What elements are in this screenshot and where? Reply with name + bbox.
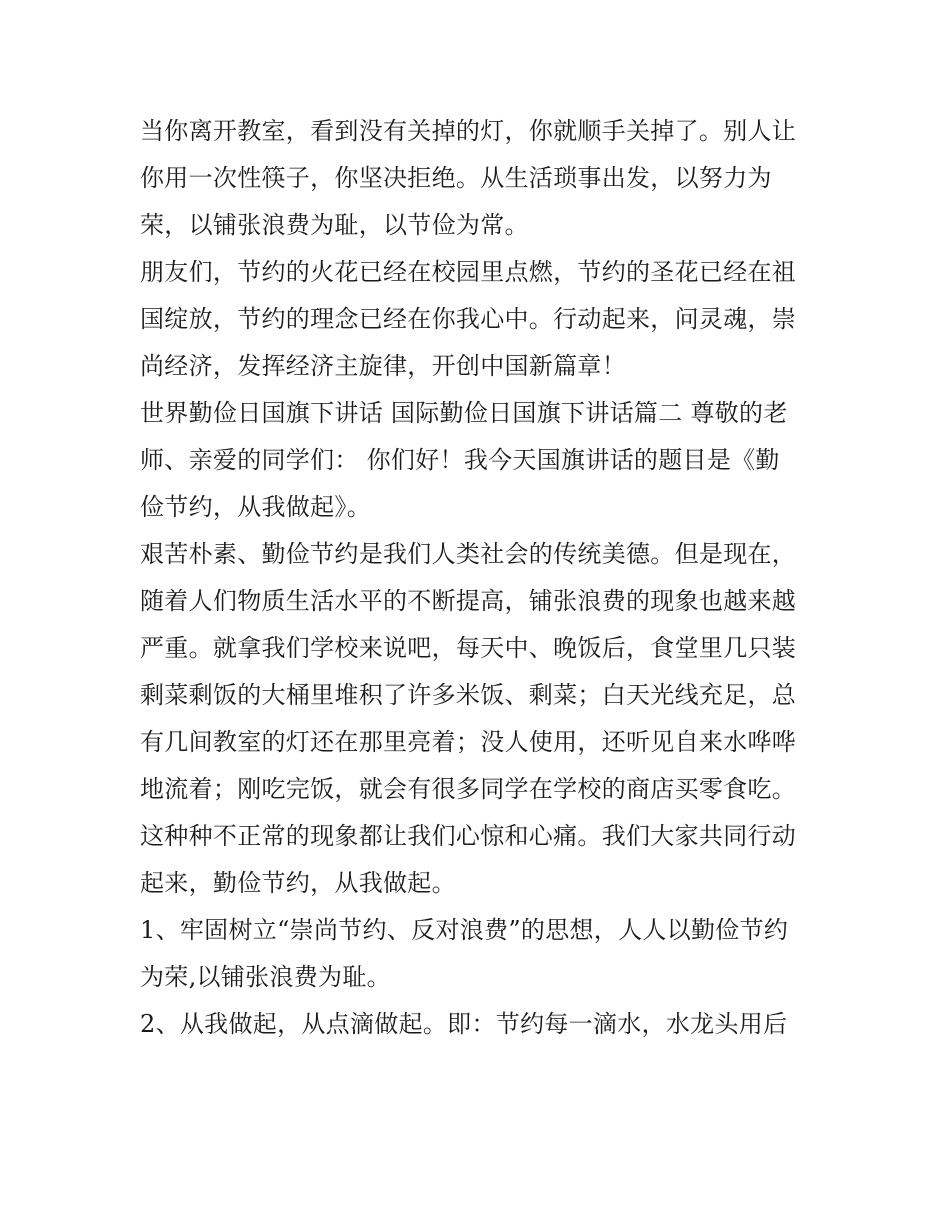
text-line: 严重。就拿我们学校来说吧，每天中、晚饭后，食堂里几只装 xyxy=(140,634,797,662)
text-line: 俭节约，从我做起》。 xyxy=(140,493,371,521)
text-line: 当你离开教室，看到没有关掉的灯，你就顺手关掉了。别人让 xyxy=(140,117,797,145)
text-line: 艰苦朴素、勤俭节约是我们人类社会的传统美德。但是现在， xyxy=(140,540,797,568)
text-line: 剩菜剩饭的大桶里堆积了许多米饭、剩菜；白天光线充足，总 xyxy=(140,681,797,709)
text-line: 2、从我做起，从点滴做起。即：节约每一滴水，水龙头用后 xyxy=(140,1010,788,1038)
text-line: 随着人们物质生活水平的不断提高，铺张浪费的现象也越来越 xyxy=(140,587,797,615)
text-line: 地流着；刚吃完饭，就会有很多同学在学校的商店买零食吃。 xyxy=(140,775,797,803)
text-line: 1、牢固树立“崇尚节约、反对浪费”的思想，人人以勤俭节约 xyxy=(140,916,789,944)
text-line: 国绽放，节约的理念已经在你我心中。行动起来，问灵魂，崇 xyxy=(140,305,797,333)
text-line: 荣，以铺张浪费为耻，以节俭为常。 xyxy=(140,211,529,239)
text-line: 为荣,以铺张浪费为耻。 xyxy=(140,963,391,991)
text-line: 有几间教室的灯还在那里亮着；没人使用，还听见自来水哗哗 xyxy=(140,728,797,756)
text-line: 朋友们，节约的火花已经在校园里点燃，节约的圣花已经在祖 xyxy=(140,258,797,286)
text-line: 师、亲爱的同学们： 你们好！我今天国旗讲话的题目是《勤 xyxy=(140,446,780,474)
text-line: 尚经济，发挥经济主旋律，开创中国新篇章！ xyxy=(140,352,626,380)
text-line: 世界勤俭日国旗下讲话 国际勤俭日国旗下讲话篇二 尊敬的老 xyxy=(140,399,788,427)
document-body xyxy=(140,108,812,1048)
text-line: 你用一次性筷子，你坚决拒绝。从生活琐事出发，以努力为 xyxy=(140,164,772,192)
text-line: 这种种不正常的现象都让我们心惊和心痛。我们大家共同行动 xyxy=(140,822,797,850)
text-line: 起来，勤俭节约，从我做起。 xyxy=(140,869,456,897)
